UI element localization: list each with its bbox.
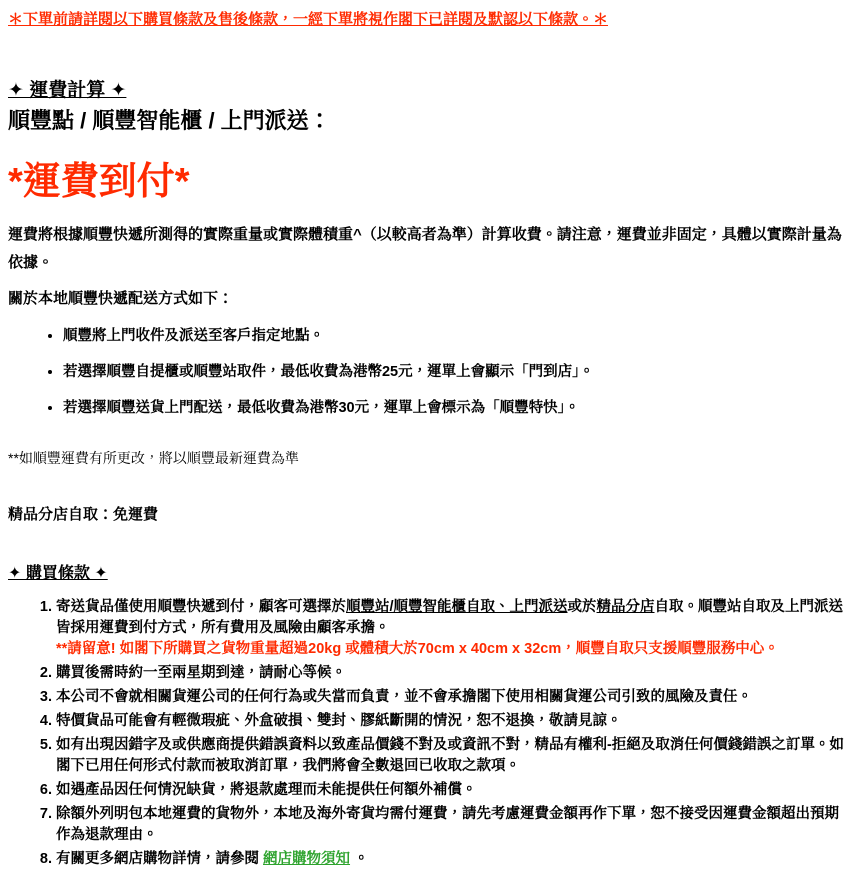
delivery-methods-list: [8, 326, 847, 419]
purchase-terms-list: [8, 597, 847, 870]
weight-limit-warning: **請留意! 如閣下所購買之貨物重量超過20kg 或體積大於70cm x 40cm x 32cm，順豐自取只支援順豐服務中心。: [56, 641, 779, 657]
term-item: [56, 780, 847, 801]
term-text: 購買後需時約一至兩星期到達，請耐心等候。: [56, 665, 346, 681]
term-text: 特價貨品可能會有輕微瑕疵、外盒破損、雙封、膠紙斷開的情況，恕不退換，敬請見諒。: [56, 713, 622, 729]
term-item: [56, 711, 847, 732]
term-item: [56, 735, 847, 777]
delivery-method-item: • 若選擇順豐自提櫃或順豐站取件，最低收費為港幣25元，運單上會顯示「門到店」。: [63, 362, 847, 383]
delivery-method-item: • 順豐將上門收件及派送至客戶指定地點。: [63, 326, 847, 347]
term-item: [56, 804, 847, 846]
underlined-term-text: 精品分店: [596, 599, 655, 615]
underlined-term-text: 順豐站/順豐智能櫃自取、上門派送: [346, 599, 568, 615]
delivery-methods-label: 關於本地順豐快遞配送方式如下：: [8, 290, 234, 307]
term-text: 如有出現因錯字及或供應商提供錯誤資料以致產品價錢不對及或資訊不對，精品有權利-拒絕及取消任何價錢錯誤之訂單。如閣下已用任何形式付款而被取消訂單，我們將會全數退回已收取之款項。: [56, 737, 844, 774]
shop-guide-link[interactable]: 網店購物須知: [263, 851, 351, 867]
term-text: 有關更多網店購物詳情，請參閱: [56, 851, 264, 867]
freight-collect-banner: *運費到付*: [8, 161, 190, 203]
term-text: 本公司不會就相關貨運公司的任何行為或失當而負責，並不會承擔閣下使用相關貨運公司引致的風險及責任。: [56, 689, 752, 705]
term-text: 除額外列明包本地運費的貨物外，本地及海外寄貨均需付運費，請先考慮運費金額再作下單，恕不接受因運費金額超出預期作為退款理由。: [56, 806, 839, 843]
purchase-terms-heading: ✦ 購買條款 ✦: [8, 565, 108, 582]
top-notice: ＊下單前請詳閱以下購買條款及售後條款，一經下單將視作閣下已詳閱及默認以下條款。＊: [8, 11, 609, 28]
term-text: 。: [350, 851, 369, 867]
shipping-calc-heading: ✦ 運費計算 ✦: [8, 80, 127, 101]
delivery-options-subheading: 順豐點 / 順豐智能櫃 / 上門派送：: [8, 108, 331, 133]
term-item: [56, 663, 847, 684]
term-text: 或於: [567, 599, 597, 615]
fee-change-note: **如順豐運費有所更改，將以順豐最新運費為準: [8, 450, 299, 466]
term-text: 寄送貨品僅使用順豐快遞到付，顧客可選擇於: [56, 599, 346, 615]
term-item: [56, 687, 847, 708]
term-item: [56, 597, 847, 660]
term-text: 如遇產品因任何情況缺貨，將退款處理而未能提供任何額外補償。: [56, 782, 477, 798]
store-pickup-note: 精品分店自取：免運費: [8, 506, 159, 523]
term-text: 自取。順豐站自取及上門派送皆採用運費到付方式，所有費用及風險由顧客承擔。: [56, 599, 844, 636]
term-item: [56, 849, 847, 870]
delivery-method-item: • 若選擇順豐送貨上門配送，最低收費為港幣30元，運單上會標示為「順豐特快」。: [63, 398, 847, 419]
shipping-fee-intro: 運費將根據順豐快遞所測得的實際重量或實際體積重^（以較高者為準）計算收費。請注意，運費並非固定，具體以實際計量為依據。: [8, 226, 842, 271]
